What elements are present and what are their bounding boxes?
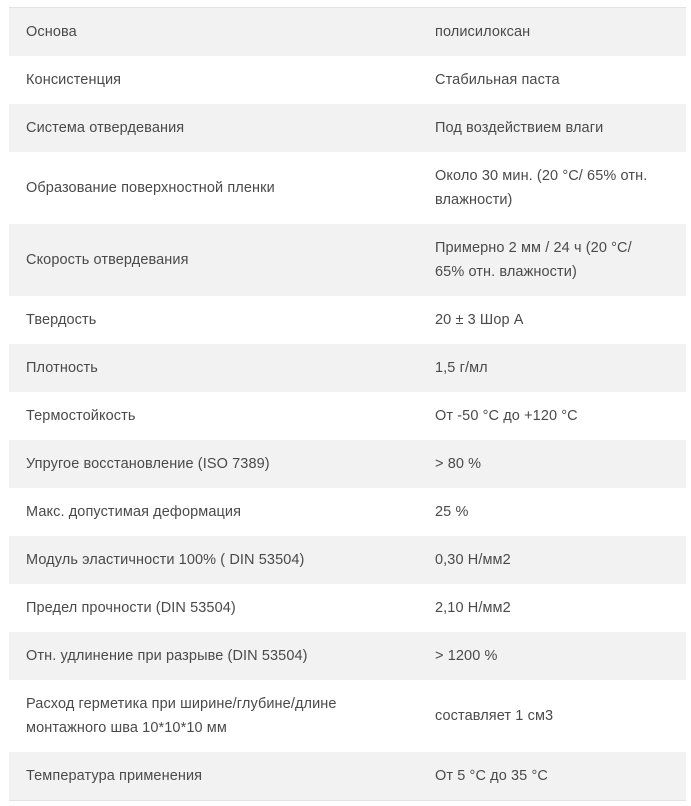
table-row xyxy=(9,392,686,440)
row-label: Расход герметика при ширине/глубине/длине монтажного шва 10*10*10 мм xyxy=(9,680,435,752)
row-label: Плотность xyxy=(9,344,435,392)
row-label: Твердость xyxy=(9,296,435,344)
row-value: Стабильная паста xyxy=(435,56,686,104)
table-row xyxy=(9,8,686,56)
row-value: 1,5 г/мл xyxy=(435,344,686,392)
table-row xyxy=(9,104,686,152)
row-value: От 5 °C до 35 °C xyxy=(435,752,686,800)
row-value: Примерно 2 мм / 24 ч (20 °C/ 65% отн. влажности) xyxy=(435,224,686,296)
table-row xyxy=(9,536,686,584)
row-value: 2,10 Н/мм2 xyxy=(435,584,686,632)
row-label: Модуль эластичности 100% ( DIN 53504) xyxy=(9,536,435,584)
row-value: 20 ± 3 Шор А xyxy=(435,296,686,344)
row-label: Образование поверхностной пленки xyxy=(9,152,435,224)
table-row xyxy=(9,584,686,632)
row-label: Основа xyxy=(9,8,435,56)
row-label: Термостойкость xyxy=(9,392,435,440)
table-row xyxy=(9,56,686,104)
row-value: составляет 1 см3 xyxy=(435,680,686,752)
table-row xyxy=(9,440,686,488)
row-label: Температура применения xyxy=(9,752,435,800)
row-value: > 80 % xyxy=(435,440,686,488)
table-row xyxy=(9,488,686,536)
row-label: Упругое восстановление (ISO 7389) xyxy=(9,440,435,488)
row-value: полисилоксан xyxy=(435,8,686,56)
row-value: От -50 °C до +120 °C xyxy=(435,392,686,440)
table-row xyxy=(9,224,686,296)
table-row xyxy=(9,296,686,344)
row-label: Скорость отвердевания xyxy=(9,224,435,296)
row-label: Предел прочности (DIN 53504) xyxy=(9,584,435,632)
row-label: Отн. удлинение при разрыве (DIN 53504) xyxy=(9,632,435,680)
table-row xyxy=(9,680,686,752)
row-label: Консистенция xyxy=(9,56,435,104)
row-value: Около 30 мин. (20 °C/ 65% отн. влажности) xyxy=(435,152,686,224)
specifications-table-container xyxy=(9,7,686,801)
row-label: Система отвердевания xyxy=(9,104,435,152)
specifications-table xyxy=(9,8,686,800)
table-row xyxy=(9,152,686,224)
table-row xyxy=(9,632,686,680)
row-value: > 1200 % xyxy=(435,632,686,680)
row-value: 25 % xyxy=(435,488,686,536)
specifications-table-body xyxy=(9,8,686,800)
row-label: Макс. допустимая деформация xyxy=(9,488,435,536)
table-row xyxy=(9,344,686,392)
table-row xyxy=(9,752,686,800)
row-value: Под воздействием влаги xyxy=(435,104,686,152)
row-value: 0,30 Н/мм2 xyxy=(435,536,686,584)
